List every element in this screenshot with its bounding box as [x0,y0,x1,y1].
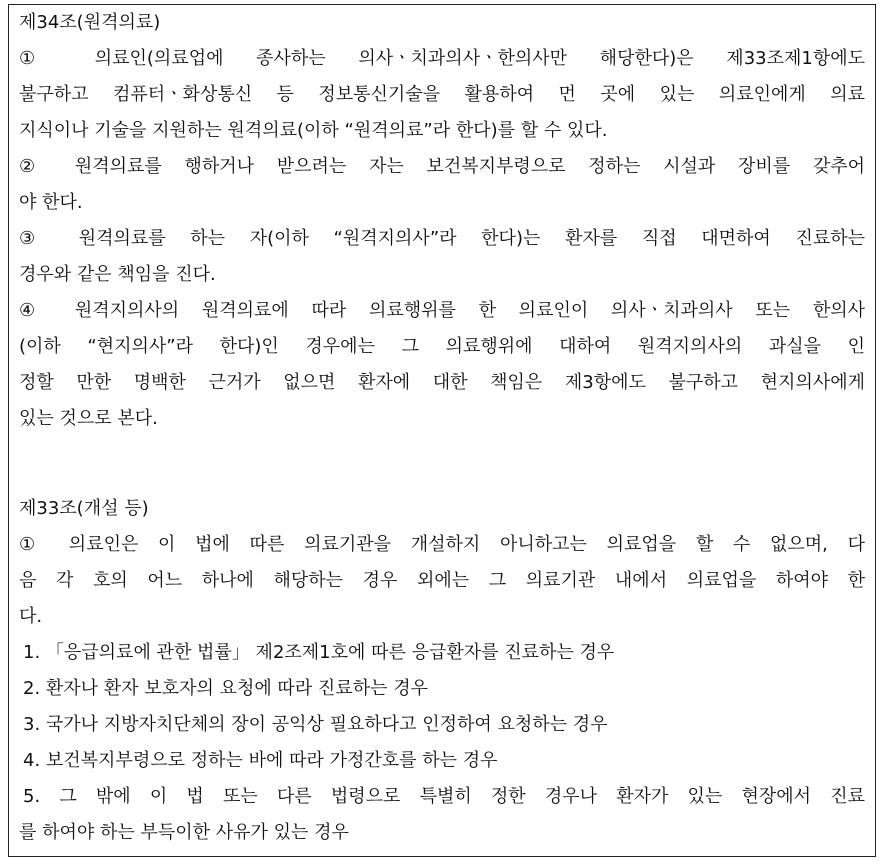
article-33-item: 1. 「응급의료에 관한 법률」 제2조제1호에 따른 응급환자를 진료하는 경우 [23,642,615,663]
article-34-title: 제34조(원격의료) [19,12,161,33]
article-34-line: 경우와 같은 책임을 진다. [19,264,216,285]
article-34-line: 정할 만한 명백한 근거가 없으면 환자에 대한 책임은 제3항에도 불구하고 현지의사에게 [19,372,865,393]
article-34-line: 불구하고 컴퓨터ㆍ화상통신 등 정보통신기술을 활용하여 먼 곳에 있는 의료인에게 의료 [19,84,865,105]
article-34-line: 야 한다. [19,192,83,213]
article-33-item: 3. 국가나 지방자치단체의 장이 공익상 필요하다고 인정하여 요청하는 경우 [23,714,608,735]
law-text-box [8,4,876,857]
article-33-item-continued: 를 하여야 하는 부득이한 사유가 있는 경우 [19,822,349,843]
article-34-line: 지식이나 기술을 지원하는 원격의료(이하 “원격의료”라 한다)를 할 수 있다. [19,120,608,141]
article-33-line: ① 의료인은 이 법에 따른 의료기관을 개설하지 아니하고는 의료업을 할 수 없으며, 다 [19,534,865,555]
article-34-line: 있는 것으로 본다. [19,408,158,429]
article-34-line: (이하 “현지의사”라 한다)인 경우에는 그 의료행위에 대하여 원격지의사의 과실을 인 [19,336,865,357]
article-34-line: ② 원격의료를 행하거나 받으려는 자는 보건복지부령으로 정하는 시설과 장비를 갖추어 [19,156,865,177]
article-33-title: 제33조(개설 등) [19,498,149,519]
article-34-line: ④ 원격지의사의 원격의료에 따라 의료행위를 한 의료인이 의사ㆍ치과의사 또는 한의사 [19,300,865,321]
article-34-line: ③ 원격의료를 하는 자(이하 “원격지의사”라 한다)는 환자를 직접 대면하여 진료하는 [19,228,865,249]
article-33-item: 5. 그 밖에 이 법 또는 다른 법령으로 특별히 정한 경우나 환자가 있는 현장에서 진료 [23,786,865,807]
article-33-item: 4. 보건복지부령으로 정하는 바에 따라 가정간호를 하는 경우 [23,750,498,771]
article-33-item: 2. 환자나 환자 보호자의 요청에 따라 진료하는 경우 [23,678,428,699]
article-33-line: 다. [19,606,43,627]
article-34-line: ① 의료인(의료업에 종사하는 의사ㆍ치과의사ㆍ한의사만 해당한다)은 제33조제1항에도 [19,48,865,69]
article-33-line: 음 각 호의 어느 하나에 해당하는 경우 외에는 그 의료기관 내에서 의료업을 하여야 한 [19,570,865,591]
